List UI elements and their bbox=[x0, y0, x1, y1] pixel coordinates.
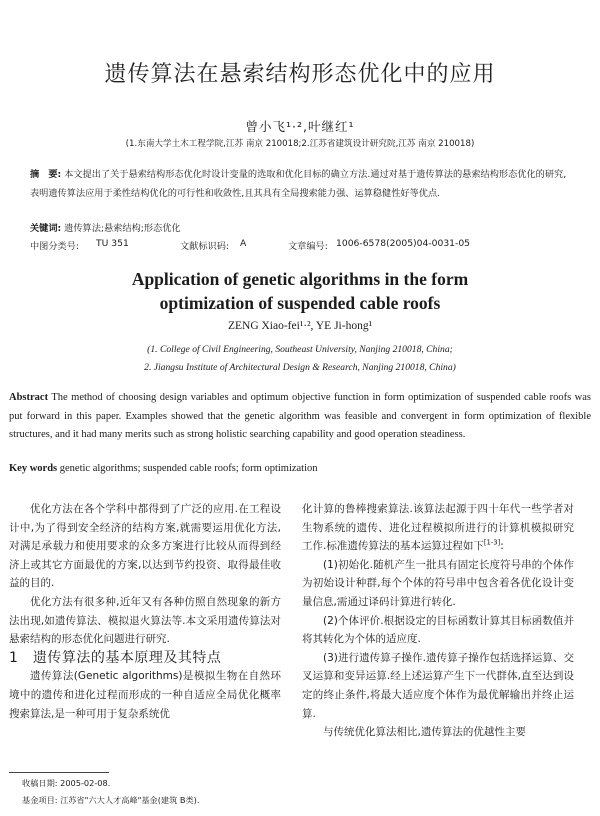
title-en-line1: Application of genetic algorithms in the form bbox=[131, 269, 469, 289]
keywords-en-text: genetic algorithms; suspended cable roofs; form optimization bbox=[59, 463, 318, 474]
section-heading: 1 遗传算法的基本原理及其特点 bbox=[9, 649, 222, 666]
title-en-line2: optimization of suspended cable roofs bbox=[159, 293, 441, 313]
keywords-en-label: Key words bbox=[9, 463, 58, 474]
footnote-fund: 基金项目: 江苏省"六大人才高峰"基金(建筑 B类). bbox=[22, 795, 200, 805]
title-cn: 遗传算法在悬索结构形态优化中的应用 bbox=[104, 62, 496, 87]
affiliations-en bbox=[0, 341, 600, 377]
paragraph-text: 化计算的鲁棒搜索算法.该算法起源于四十年代一些学者对生物系统的遗传、进化过程模拟所进行的计算机模拟研究工作.标准遗传算法的基本运算过程如下 bbox=[302, 503, 574, 553]
keywords-en bbox=[9, 463, 591, 474]
affiliation-en-2: 2. Jiangsu Institute of Architectural Design & Research, Nanjing 210018, China) bbox=[144, 362, 456, 373]
footnote-rule bbox=[9, 772, 109, 773]
body-paragraph: (1)初始化.随机产生一批具有固定长度符号串的个体作为初始设计种群,每个个体的符号串中包含着各优化设计变量信息,需通过译码计算进行转化. bbox=[302, 558, 574, 608]
doc-code-value: A bbox=[240, 238, 247, 249]
title-en bbox=[0, 267, 600, 315]
abstract-en-text: The method of choosing design variables and optimum objective function in form optimization of suspended cable roofs was put forward in this paper. Examples showed that the genetic algorithm was feasible and convergent in form optimization of flexible structures, and it had many merits such as strong holistic searching capability and good operation steadiness. bbox=[9, 392, 592, 440]
body-right-column bbox=[302, 500, 574, 742]
body-paragraph bbox=[302, 500, 574, 556]
keywords-cn-text: 遗传算法;悬索结构;形态优化 bbox=[64, 223, 181, 234]
authors-en: ZENG Xiao-fei¹·², YE Ji-hong¹ bbox=[227, 320, 373, 332]
keywords-cn-label: 关键词: bbox=[30, 223, 62, 234]
clc-label: 中图分类号: bbox=[30, 241, 80, 252]
authors-cn: 曾小飞¹·²,叶继红¹ bbox=[245, 119, 355, 134]
abstract-cn-label: 摘 要: bbox=[30, 169, 62, 180]
paragraph-end: : bbox=[500, 540, 504, 553]
body-paragraph: (2)个体评价.根据设定的目标函数计算其目标函数值并将其转化为个体的适应度. bbox=[302, 614, 574, 646]
body-paragraph: 优化方法在各个学科中都得到了广泛的应用.在工程设计中,为了得到安全经济的结构方案,就需要运用优化方法,对满足承载力和使用要求的众多方案进行比较从而得到经济上或其它方面最优的方案,以达到节约投资、取得最佳收益的目的. bbox=[9, 503, 281, 590]
abstract-en bbox=[9, 389, 591, 445]
affiliation-en-1: (1. College of Civil Engineering, Southeast University, Nanjing 210018, China; bbox=[147, 344, 453, 355]
body-paragraph: 与传统优化算法相比,遗传算法的优越性主要 bbox=[323, 726, 526, 739]
body-left-column bbox=[9, 500, 281, 723]
body-paragraph: 优化方法有很多种,近年又有各种仿照自然现象的新方法出现,如遗传算法、模拟退火算法等.本文采用遗传算法对悬索结构的形态优化问题进行研究. bbox=[9, 595, 281, 646]
footnote-received: 收稿日期: 2005-02-08. bbox=[22, 778, 111, 788]
abstract-cn-text: 本文提出了关于悬索结构形态优化时设计变量的选取和优化目标的确立方法.通过对基于遗传算法的悬索结构形态优化的研究,表明遗传算法应用于柔性结构优化的可行性和收敛性,且其具有全局搜索能力强、运算稳健性好等优点. bbox=[30, 169, 567, 199]
clc-value: TU 351 bbox=[96, 238, 129, 249]
body-paragraph: 遗传算法(Genetic algorithms)是模拟生物在自然环境中的遗传和进化过程而形成的一种自适应全局优化概率搜索算法,是一种可用于复杂系统优 bbox=[9, 670, 281, 720]
citation-ref: [1-3] bbox=[483, 538, 501, 547]
article-number-label: 文章编号: bbox=[288, 241, 328, 252]
affiliations-cn: (1.东南大学土木工程学院,江苏 南京 210018;2.江苏省建筑设计研究院,江苏 南京 210018) bbox=[125, 139, 475, 149]
abstract-en-label: Abstract bbox=[9, 392, 49, 403]
body-paragraph: (3)进行遗传算子操作.遗传算子操作包括选择运算、交叉运算和变异运算.经上述运算产生下一代群体,直至达到设定的终止条件,将最大适应度个体作为最优解输出并终止运算. bbox=[302, 651, 574, 720]
abstract-cn bbox=[30, 166, 570, 203]
doc-code-label: 文献标识码: bbox=[180, 241, 230, 252]
keywords-cn bbox=[30, 220, 181, 234]
article-number-value: 1006-6578(2005)04-0031-05 bbox=[336, 238, 471, 249]
